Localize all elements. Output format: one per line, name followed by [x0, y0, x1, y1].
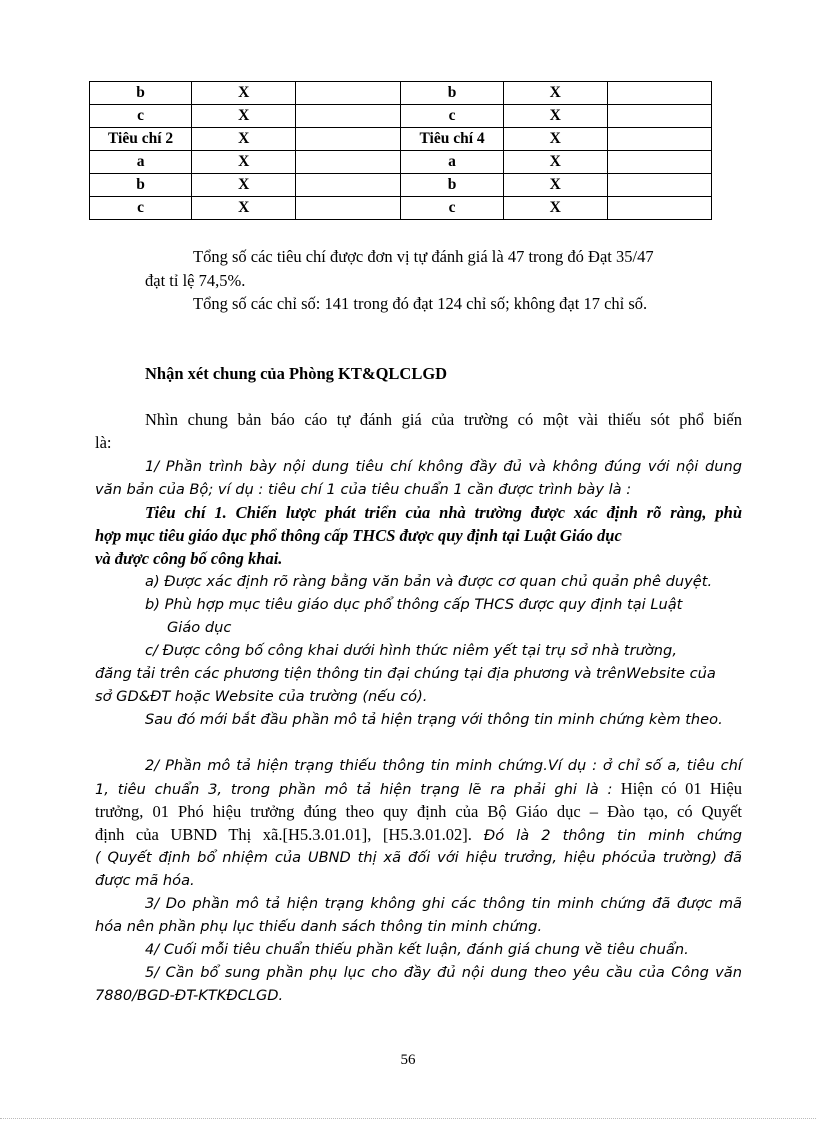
table-cell: [607, 128, 711, 151]
intro-line-1: Nhìn chung bản báo cáo tự đánh giá của trường có một vài thiếu sót phổ biến: [145, 410, 742, 429]
table-cell: [296, 82, 401, 105]
sub-item-b-line-1: b) Phù hợp mục tiêu giáo dục phổ thông cấp THCS được quy định tại Luật: [145, 596, 683, 613]
item-2-line-4: [95, 823, 742, 847]
sub-item-c-line-1: c/ Được công bố công khai dưới hình thức niêm yết tại trụ sở nhà trường,: [145, 642, 677, 659]
item-1-line-2: văn bản của Bộ; ví dụ : tiêu chí 1 của tiêu chuẩn 1 cần được trình bày là :: [95, 481, 632, 498]
summary-indicators: Tổng số các chỉ số: 141 trong đó đạt 124 chỉ số; không đạt 17 chỉ số.: [193, 294, 648, 313]
table-cell: [607, 174, 711, 197]
table-cell: b: [90, 82, 192, 105]
table-cell: [607, 151, 711, 174]
table-cell: [296, 151, 401, 174]
table-cell: [296, 128, 401, 151]
table-row: [90, 105, 712, 128]
sub-item-b-line-2: Giáo dục: [167, 619, 232, 636]
item-3-line-1: 3/ Do phần mô tả hiện trạng không ghi các thông tin minh chứng đã được mã: [145, 895, 742, 912]
table-cell: a: [401, 151, 503, 174]
intro-line-2: là:: [95, 433, 112, 452]
table-cell: Tiêu chí 4: [401, 128, 503, 151]
criteria-table: [89, 81, 712, 220]
criterion-line-2: hợp mục tiêu giáo dục phổ thông cấp THCS được quy định tại Luật Giáo dục: [95, 526, 622, 545]
after-note: Sau đó mới bắt đầu phần mô tả hiện trạng với thông tin minh chứng kèm theo.: [145, 711, 723, 728]
item-5-line-1: 5/ Cần bổ sung phần phụ lục cho đầy đủ nội dung theo yêu cầu của Công văn: [145, 964, 742, 981]
item-5-line-2: 7880/BGD-ĐT-KTKĐCLGD.: [95, 987, 284, 1004]
table-cell: X: [192, 151, 296, 174]
item-4: 4/ Cuối mỗi tiêu chuẩn thiếu phần kết luận, đánh giá chung về tiêu chuẩn.: [145, 941, 689, 958]
item-2-line-1: 2/ Phần mô tả hiện trạng thiếu thông tin minh chứng.Ví dụ : ở chỉ số a, tiêu chí: [145, 757, 742, 774]
table-cell: [607, 197, 711, 220]
table-cell: c: [90, 197, 192, 220]
table-cell: b: [90, 174, 192, 197]
item-2-line-4-plain: định của UBND Thị xã.[H5.3.01.01], [H5.3.01.02].: [95, 825, 472, 844]
table-cell: X: [503, 174, 607, 197]
table-cell: a: [90, 151, 192, 174]
table-row: [90, 174, 712, 197]
table-cell: X: [192, 197, 296, 220]
table-cell: b: [401, 174, 503, 197]
table-cell: X: [503, 105, 607, 128]
item-2-line-3: trưởng, 01 Phó hiệu trưởng đúng theo quy định của Bộ Giáo dục – Đào tạo, có Quyết: [95, 802, 742, 821]
sub-item-c-line-2: đăng tải trên các phương tiện thông tin đại chúng tại địa phương và trênWebsite của: [95, 665, 716, 682]
item-2-line-2-plain: Hiện có 01 Hiệu: [612, 779, 742, 798]
table-cell: X: [192, 174, 296, 197]
table-cell: [296, 105, 401, 128]
table-cell: X: [503, 197, 607, 220]
item-2-line-4-italic: Đó là 2 thông tin minh chứng: [471, 827, 742, 844]
sub-item-c-line-3: sở GD&ĐT hoặc Website của trường (nếu có).: [95, 688, 428, 705]
table-cell: X: [192, 105, 296, 128]
table-cell: c: [90, 105, 192, 128]
table-cell: c: [401, 197, 503, 220]
table-cell: X: [192, 128, 296, 151]
summary-line-2: đạt tỉ lệ 74,5%.: [145, 271, 246, 290]
table-row: [90, 197, 712, 220]
table-cell: [296, 174, 401, 197]
table-row: [90, 151, 712, 174]
table-cell: X: [192, 82, 296, 105]
item-3-line-2: hóa nên phần phụ lục thiếu danh sách thông tin minh chứng.: [95, 918, 543, 935]
table-cell: [607, 82, 711, 105]
table-cell: Tiêu chí 2: [90, 128, 192, 151]
item-2-line-2-italic: 1, tiêu chuẩn 3, trong phần mô tả hiện trạng lẽ ra phải ghi là :: [95, 781, 613, 798]
table-cell: [296, 197, 401, 220]
page-number: 56: [400, 1052, 416, 1068]
item-2-line-2: [95, 777, 742, 801]
criterion-line-3: và được công bố công khai.: [95, 549, 283, 568]
table-cell: b: [401, 82, 503, 105]
table-cell: X: [503, 82, 607, 105]
table-row: [90, 82, 712, 105]
criterion-line-1: Tiêu chí 1. Chiến lược phát triển của nhà trường được xác định rõ ràng, phù: [145, 503, 742, 522]
table-cell: c: [401, 105, 503, 128]
table-cell: X: [503, 128, 607, 151]
table-cell: [607, 105, 711, 128]
item-2-line-5: ( Quyết định bổ nhiệm của UBND thị xã đối với hiệu trưởng, hiệu phócủa trường) đã: [95, 849, 742, 866]
sub-item-a: a) Được xác định rõ ràng bằng văn bản và được cơ quan chủ quản phê duyệt.: [145, 573, 713, 590]
item-1-line-1: 1/ Phần trình bày nội dung tiêu chí không đầy đủ và không đúng với nội dung: [145, 458, 742, 475]
summary-line-1: Tổng số các tiêu chí được đơn vị tự đánh giá là 47 trong đó Đạt 35/47: [193, 247, 654, 266]
item-2-line-6: được mã hóa.: [95, 872, 195, 889]
page-bottom-divider: [0, 1118, 816, 1119]
table-row: [90, 128, 712, 151]
table-cell: X: [503, 151, 607, 174]
section-heading: Nhận xét chung của Phòng KT&QLCLGD: [145, 364, 448, 383]
